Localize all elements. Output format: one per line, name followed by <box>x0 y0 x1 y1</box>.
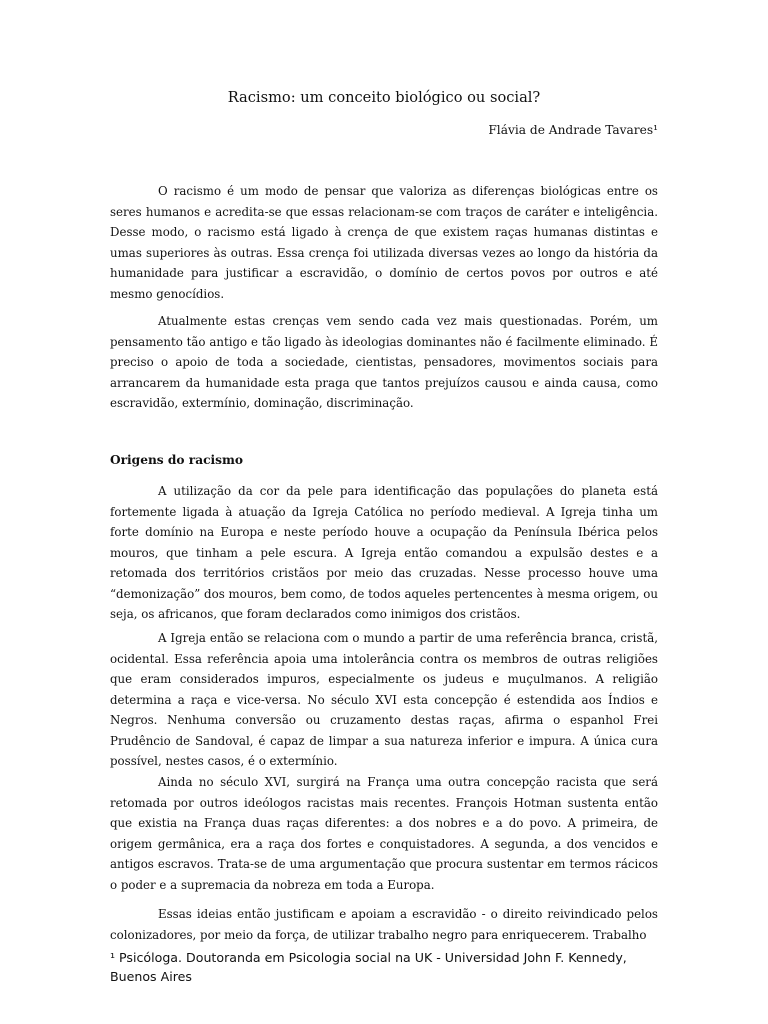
intro-paragraph-2: Atualmente estas crenças vem sendo cada vez mais questionadas. Porém, um pensamento tão antigo e tão ligado às ideologias dominantes não é facilmente eliminado. É preciso o apoio de toda a sociedade, cientistas, pensadores, movimentos sociais para arrancarem da humanidade esta praga que tantos prejuízos causou e ainda causa, como escravidão, extermínio, dominação, discriminação. <box>110 314 658 410</box>
intro-paragraph-1: O racismo é um modo de pensar que valoriza as diferenças biológicas entre os seres humanos e acredita-se que essas relacionam-se com traços de caráter e inteligência. Desse modo, o racismo está ligado à crença de que existem raças humanas distintas e umas superiores às outras. Essa crença foi utilizada diversas vezes ao longo da história da humanidade para justificar a escravidão, o domínio de certos povos por outros e até mesmo genocídios. <box>110 184 658 301</box>
origins-paragraph-1: A utilização da cor da pele para identificação das populações do planeta está fortemente ligada à atuação da Igreja Católica no período medieval. A Igreja tinha um forte domínio na Europa e neste período houve a ocupação da Península Ibérica pelos mouros, que tinham a pele escura. A Igreja então comandou a expulsão destes e a retomada dos territórios cristãos por meio das cruzadas. Nesse processo houve uma “demonização” dos mouros, bem como, de todos aqueles pertencentes à mesma origem, ou seja, os africanos, que foram declarados como inimigos dos cristãos. <box>110 484 658 621</box>
section-heading: Origens do racismo <box>110 453 244 467</box>
origins-paragraph-2: A Igreja então se relaciona com o mundo a partir de uma referência branca, cristã, ocidental. Essa referência apoia uma intolerância contra os membros de outras religiões que eram considerados impuros, especialmente os judeus e muçulmanos. A religião determina a raça e vice-versa. No século XVI esta concepção é estendida aos Índios e Negros. Nenhuma conversão ou cruzamento destas raças, afirma o espanhol Frei Prudêncio de Sandoval, é capaz de limpar a sua natureza inferior e impura. A única cura possível, nestes casos, é o extermínio. <box>110 631 658 768</box>
origins-paragraph-3: Ainda no século XVI, surgirá na França uma outra concepção racista que será retomada por outros ideólogos racistas mais recentes. François Hotman sustenta então que existia na França duas raças diferentes: a dos nobres e a do povo. A primeira, de origem germânica, era a raça dos fortes e conquistadores. A segunda, a dos vencidos e antigos escravos. Trata-se de uma argumentação que procura sustentar em termos rácicos o poder e a supremacia da nobreza em toda a Europa. <box>110 775 658 892</box>
author-name: Flávia de Andrade Tavares¹ <box>488 123 658 137</box>
origins-paragraph-4: Essas ideias então justificam e apoiam a escravidão - o direito reivindicado pelos colonizadores, por meio da força, de utilizar trabalho negro para enriquecerem. Trabalho <box>110 907 658 942</box>
document-title: Racismo: um conceito biológico ou social? <box>227 89 541 106</box>
footnote: ¹ Psicóloga. Doutoranda em Psicologia social na UK - Universidad John F. Kennedy, Buenos Aires <box>110 950 627 984</box>
